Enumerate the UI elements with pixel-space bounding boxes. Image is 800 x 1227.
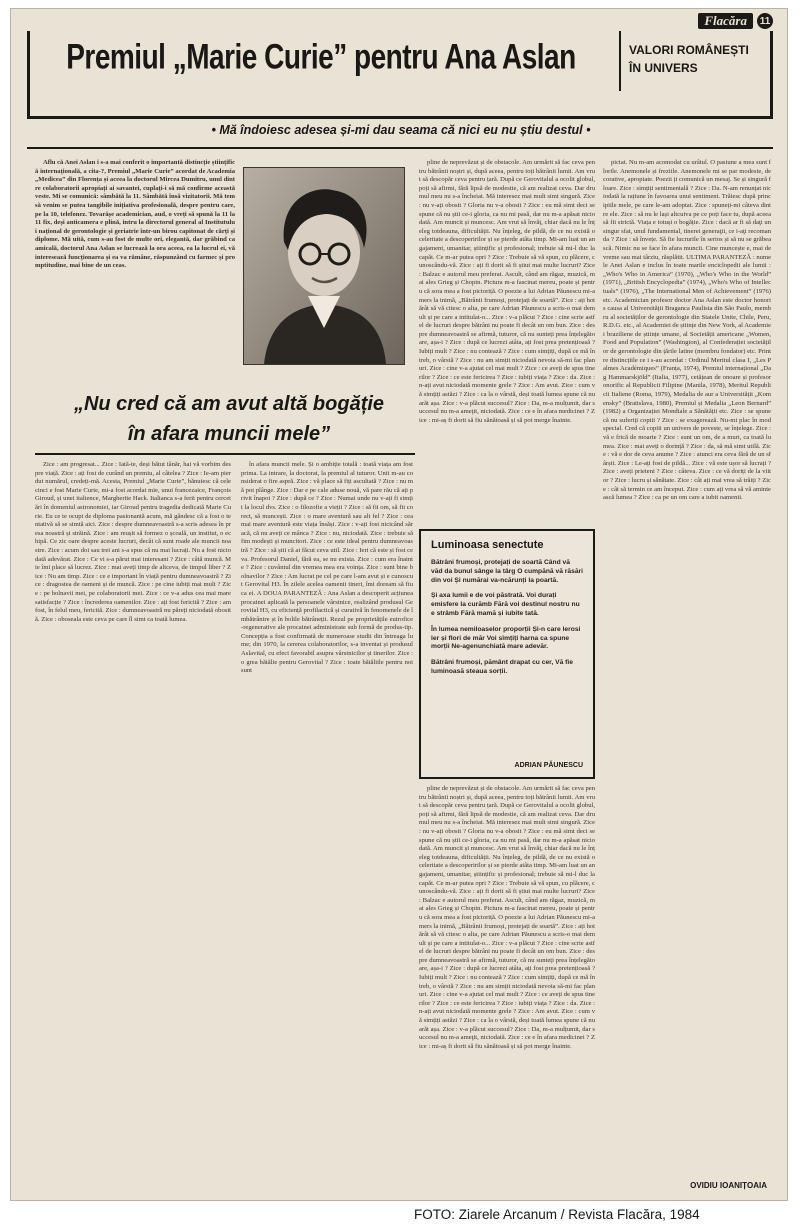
poem-stanza: Bătrâni frumoși, pământ drapat cu cer, Vă fie luminoasă steaua sorții. [431, 659, 573, 675]
page-number: 11 [757, 13, 773, 29]
pull-quote-rule [35, 453, 415, 455]
poem-box [419, 529, 595, 779]
poem-stanza: Și axa lumii e de voi păstrată. Voi durați emisfere la curămb Fără voi destinul nostru nu e strâmb Fără mamă și iubite tată. [431, 592, 580, 617]
article-motto: • Mă îndoiesc adesea și-mi dau seama că nici eu nu știu destul • [211, 123, 591, 137]
pull-quote-line-1: „Nu cred că am avut altă bogăție [73, 393, 385, 415]
rubric [629, 41, 749, 77]
rubric-line-2: ÎN UNIVERS [629, 61, 698, 75]
photo-credit: FOTO: Ziarele Arcanum / Revista Flacăra, 1984 [414, 1207, 700, 1222]
article-column-3-top: pline de neprevăzut și de obstacole. Am urmărit să fac ceva pentru bătrânii noștri și, după aceea, pentru toți bătrânii lumii. Am vrut să descopăr ceva pentru țară. După ce Gerovitalul a ocolit globul, poți să afirmi, fără lipsă de modestie, că am realizat ceva. Dar drumul meu nu s-a încheiat. Mă interesez mai mult simt singură. Zice : nu v-ați obosit ? Gloria nu v-a obosit ? Zice : eu mă simt deci se spune că nu știi ce-i gloria, ca nu mi pasă, dar nu m-a apăsat niciodată. Am muncit și muncesc. Am vrut să învăț, chiar dacă nu le înțeleg totdeauna, dificultății. Nu înțeleg, de pildă, de ce nu există o celeritate a descoperirilor și se pierde atâta timp. Mi-am luat un angajament, umanitar, științific și profesional; trebuie să mi-l duc la capăt. Ce m-ar putea opri ? Zice : Trebuie să vă spun, cu plăcere, cunoscându-vă. Zice : ați fi dorit să fi știut mai multe lucruri? Zice : Balzac e autorul meu preferat. Ascult, când am răgaz, muzică, mai ales Grieg și Chopin. Pictura m-a fascinat mereu, poate și pentru că sora mea a fost pictoriță. O poezie a lui Adrian Păunescu mi-a mers la inimă, „Bătrânii frumoși, protejați de soartă”. Zice : ați hotărât să vă citesc o alta, pe care Adrian Păunescu a scris-o mai demult și pe care a intitulat-o... Zice : v-a plăcut ? Zice : cine scrie astfel de lucruri despre bătrâni nu poate fi decât un om bun. Zice : despre dumneavoastră se afirmă, tuturor, că nu sunteți prea înțelegătoare, așa-i ? Zice : după ce lucrezi atâta, ați fost prea pretențioasă ? Iubiți mult ? Zice : nu contează ? Zice : cum simțiți, după ce mă întreb, o vârstă ? Zice : nu am simțit niciodată nevoia să-mi fac planuri. Zice : cine v-a ajutat cel mai mult ? Zice : ce aveți de spus tinerilor ? Zice : ce este fericirea ? Zice : iubiți viața ? Zice : da. Zice : n-ați avut niciodată momente grele ? Zice : Am avut. Zice : cum vă simțiți astăzi ? Zice : ca la o vârstă, deși toată lumea spune că nu arăt așa. Zice : v-a plăcut succesul? Zice : Da, m-a mulțumit, dar succesul nu m-a ameţit, niciodată. Zice : ce e în afara medicinei ? Zice : mi-aș fi dorit să fiu sănătoasă și să pot merge înainte. [419, 159, 595, 424]
article-column-3-bottom: pline de neprevăzut și de obstacole. Am urmărit să fac ceva pentru bătrânii noștri și, după aceea, pentru toți bătrânii lumii. Am vrut să descopăr ceva pentru țară. După ce Gerovitalul a ocolit globul, poți să afirmi, fără lipsă de modestie, că am realizat ceva. Dar drumul meu nu s-a încheiat. Mă interesez mai mult simt singură. Zice : nu v-ați obosit ? Gloria nu v-a obosit ? Zice : eu mă simt deci se spune că nu știi ce-i gloria, ca nu mi pasă, dar nu m-a apăsat niciodată. Am muncit și muncesc. Am vrut să învăț, chiar dacă nu le înțeleg totdeauna, dificultății. Nu înțeleg, de pildă, de ce nu există o celeritate a descoperirilor și se pierde atâta timp. Mi-am luat un angajament, umanitar, științific și profesional; trebuie să mi-l duc la capăt. Ce m-ar putea opri ? Zice : Trebuie să vă spun, cu plăcere, cunoscându-vă. Zice : ați fi dorit să fi știut mai multe lucruri? Zice : Balzac e autorul meu preferat. Ascult, când am răgaz, muzică, mai ales Grieg și Chopin. Pictura m-a fascinat mereu, poate și pentru că sora mea a fost pictoriță. O poezie a lui Adrian Păunescu mi-a mers la inimă, „Bătrânii frumoși, protejați de soartă”. Zice : ați hotărât să vă citesc o alta, pe care Adrian Păunescu a scris-o mai demult și pe care a intitulat-o... Zice : v-a plăcut ? Zice : cine scrie astfel de lucruri despre bătrâni nu poate fi decât un om bun. Zice : despre dumneavoastră se afirmă, tuturor, că nu sunteți prea înțelegătoare, așa-i ? Zice : după ce lucrezi atâta, ați fost prea pretențioasă ? Iubiți mult ? Zice : nu contează ? Zice : cum simțiți, după ce mă întreb, o vârstă ? Zice : nu am simțit niciodată nevoia să-mi fac planuri. Zice : cine v-a ajutat cel mai mult ? Zice : ce aveți de spus tinerilor ? Zice : ce este fericirea ? Zice : iubiți viața ? Zice : da. Zice : n-ați avut niciodată momente grele ? Zice : Am avut. Zice : cum vă simțiți astăzi ? Zice : ca la o vârstă, deși toată lumea spune că nu arăt așa. Zice : v-a plăcut succesul? Zice : Da, m-a mulțumit, dar succesul nu m-a ameţit, niciodată. Zice : ce e în afara medicinei ? Zice : mi-aș fi dorit să fiu sănătoasă și să pot merge înainte. [419, 785, 595, 1050]
title-divider [619, 31, 621, 91]
article-column-4: pictat. Nu m-am acomodat cu urâtul. O pasiune a mea sunt florile. Anemonele și freziile. Anemonele mi se par modeste, decorative, apropiate. Poezii ți comunică un mesaj. Se și singură floare. Zice : simțiți sentimentală ? Zice : Da. N-am renunțat niciodată la rațiune în favoarea unui sentiment. Trăiesc după principiile mele, pe care le-am adoptat. Zice : spuneți-mi câteva dintre ele. Zice : să nu le lași altcuiva pe ce poți face tu, după aceea să fii strictă. Viața e totuși o bogăție. Zice : dacă ar fi să daţi un singur sfat, unul fundamental, tinerei generaţii, ce i-aţi recomanda ? Zice : să învețe. Să fie lucrurile în serios și să nu se grăbească. Nimic nu se face în afara muncii. Cine muncește e, mai devreme sau mai târziu, răsplătit. ULTIMA PARANTEZĂ : numele Anei Aslan e inclus în toate marile enciclopedii ale lumii : „Who's Who in America” (1970), „Who's Who in the World” (1971), „British Encyclopedia” (1974), „Who's Who of Intellectuals” (1976), „The International Men of Achievement” (1976) etc. Academician profesor doctor Ana Aslan este doctor honoris causa al Universității Braganca Paulista din São Paulo, membru al societăților de gerontologie din Statele Unite, Chile, Peru, R.D.G. etc., al Academiei de științe din New York, al Academiei braziliene de științe umane, al Societății americane „Women, Food and Population” (Washington), al Confederației societăților de gerontologie din țările latine (membru fondator) etc. Printre distincțiile ce i s-au acordat : Ordinul Meritul clasa I, „Les Palmes Académiques” (Franța, 1974), Premiul internațional „Dag Hammarskjöld” (Italia, 1977), cetățean de onoare și profesor onorific al Republicii Filipine (Manila, 1978), Meritul Republicii Italiene (Roma, 1979), Medalia de aur a Universității „Komensky” (Bratislava, 1980), Premiul și Medalia „Leon Bernard” (1982) a Organizației Mondiale a Sănătății etc. Zice : se spune că nu suferiți copiii ? Zice : se exagerează. Nu-mi plac în mod special. Cred că copiii un univers de poveste, se înțelege. Zice : vă e frică de moarte ? Zice : sunt un om, de a muri, ca toată lumea. Zice : mai aveți o dorință ? Zice : da, să mă simt utilă. Zice : vă e dor de ceva anume ? Zice : atunci era ceva fără de un sfârșit. Zice : Le-ați fost de pildă... Zice : vă este ușor să lucrați ? Zice : aveți prieteni ? Zice : câteva. Zice : ce vă doriți de la viitor ? Zice : lucru și sănătate. Zice : cât ați mai vrea să trăiți ? Zice : cât să termin ce am început. Zice : cum ați vrea să vă amintească lumea ? Zice : ca pe un om care a iubit oamenii. [603, 159, 771, 502]
intro-text: Aflu că Anei Aslan i s-a mai conferit o importantă distincție științifică internațională, a cita-?, Premiul „Marie Curie” acordat de Academia „Medicea” din Florența și aceea la doctorul Mircea Dumitru, unul dintre colaboratorii apropiați ai savantei, cuplați-i să mă confirme această veste. Mi se comunică: sâmbătă la 11. Sâmbătă însă vizitatorii. Mă tem să venim se putea tangibile inițiativa profesională, despre pentru care, pe la 10, telefonez. Tovarășe academician, aud, o vreți să spună la 11 la 11 fix, deși anticamera e plină, intru la directorul general al Institutului național de gerontologie și geriatrie într-un birou capitonat de cărți și diplome. Mă uită, cum s-au fost de multe ori, elegantă, dar grăbind ca amicală, doctorul Ana Aslan se lucrează la ora aceea, ea la lucrul ei, vă interesează funcționarea și ea va rămâne, răspunzând cu farmec și promptitudine, mai bine de un ceas. [35, 159, 235, 270]
poem-title: Luminoasa senectute [431, 539, 544, 551]
poem-stanza: În lumea nemiloaselor proporții Și-n care lerosi ler și flori de măr Voi sîmțiți harna ca spune morții Ne-agenunchiată mare adevăr. [431, 625, 581, 651]
newspaper-page [10, 8, 788, 1201]
article-column-2: în afara muncii mele. Și o ambiție totală : toată viața am fost prima. La intrare, la doctorat, la premiul al tuturor. Unii m-au considerat o fire aspră. Zice : vă place să fiți ascultată ? Zice : nu mă pot plânge. Zice : Dar e pe cale aduse nouă, vă pare rău că ați privit înapoi ? Zice : după ce ? Zice : Numai unde nu v-ați fi simțit la locul dvs. Zice : o filozofie a vieții ? Zice : să fii om, să fii corect, să muncești. Zice : o mare aventură sau alt fel ? Zice : cea mai mare aventură este viața însăși. Zice : v-ați fost nicicând săracă, că nu aveți ce mânca ? Zice : nu, niciodată. Zice : trebuie să fim modești și muncitori. Zice : ce este ideal pentru dumneavoastră ? Zice : să știi că ai făcut ceva util. Zice : Ieri că este și fost ceva. Profesorul Daniel, fără ea, se nu exista. Zice : cum era înainte ? Zice : cuvântul din vremea mea era voința. Zice : sunt bine bolnavilor ? Zice : Am lucrat pe cel pe care l-am avut și e cunoscut Gerovital H3. În zilele acelea oamenii tineri, îmi doream să fiu ca ei. A DOUA PARANTEZĂ : Ana Aslan a descoperit acțiunea procainei aplicată la persoanele vârstnice, realizând produsul Gerovital H3, cu eficiență profilactică și curativă în fenomenele de îmbătrânire și în bolile bătrâneții. Rezul pe proprietățile eutrofice-regenerative ale procainei administrate sub formă de produs-tip. Concepția a fost confirmată de numeroase studii din întreaga lume; din 1970, la cererea colaboratorilor, s-a inventat și produsul Aslavital, cu efect favorabil asupra vârstnicilor și tinerilor. Zice : o grea bătălie pentru Gerovital ? Zice : toate bătăliile pentru noi sunt [241, 461, 413, 675]
article-title: Premiul „Marie Curie” pentru Ana Aslan [66, 37, 576, 76]
portrait-illustration [244, 168, 404, 364]
poem-author: ADRIAN PĂUNESCU [514, 762, 583, 769]
rubric-line-1: VALORI ROMÂNEȘTI [629, 43, 749, 57]
portrait-photo-icon [243, 167, 405, 365]
pull-quote-line-2: în afara muncii mele” [127, 423, 331, 445]
pull-quote [39, 389, 419, 449]
top-rule [27, 147, 773, 149]
masthead [698, 13, 773, 29]
masthead-logo: Flacăra [698, 13, 753, 29]
author-signature: OVIDIU IOANIȚOAIA [690, 1181, 767, 1190]
poem-stanza: Bătrâni frumoși, protejați de soartă Când vă văd da bunul sânge la târg O cumpănă vă răsări din voi Și numărai va-ncărunți la poartă. [431, 559, 584, 584]
article-column-1: Zice : am progresat... Zice : Iată-te, deși bătut tânăr, hai vă vorbim despre viață. Zice : ați fost de curând un premiu, al câtelea ? Zice : Ie-am pierdut numărul, credeți-mă. Acesta, Premiul „Marie Curie”, bănuiesc că cele cinci e fost Marie Curie, mi-a fost acordat mie, unui francezaice, François Giroud, și unei italience, Margherite Hack. Italianca s-a ferit pentru cercetări în domeniul astronomiei, iar Giroud pentru tragedia dedicată Marie Curie. Eu ce te ocupi de diploma pasionantă acum, mă gândesc că a fost o tentativă să se simtă aici. Zice : despre dumneavoastră s-a scris adesea în presa noastră și străină. Zice : am reușit să formez o școală, un institut, o echipă. Ce zic oare despre aceste lucruri, decât că sunt roade ale muncii noastre. Zice : acum doi sau trei ani s-a spus că nu mai lucrați. Nu a fost niciodată adevărat. Zice : Ce vi s-a părut mai interesant ? Zice : câtă muncă. Mie îmi place să lucrez. Zice : mai aveți timp de altceva, de timpul liber ? Zice : Nu am timp. Zice : ce e important în viață pentru dumneavoastră ? Zice : dragostea de oameni și de muncă. Zice : pe cine iubiți mai mult ? Zice : pe bolnavii mei, pe colaboratorii mei. Zice : ce v-a adus cea mai mare satisfacție ? Zice : încrederea oamenilor. Zice : ați fost fericită ? Zice : am fost, în felul meu, fericită. Zice : dumneavoastră nu păreți niciodată obosită. Zice : oboseala este ceva pe care îl simt ca toată lumea. [35, 461, 231, 623]
